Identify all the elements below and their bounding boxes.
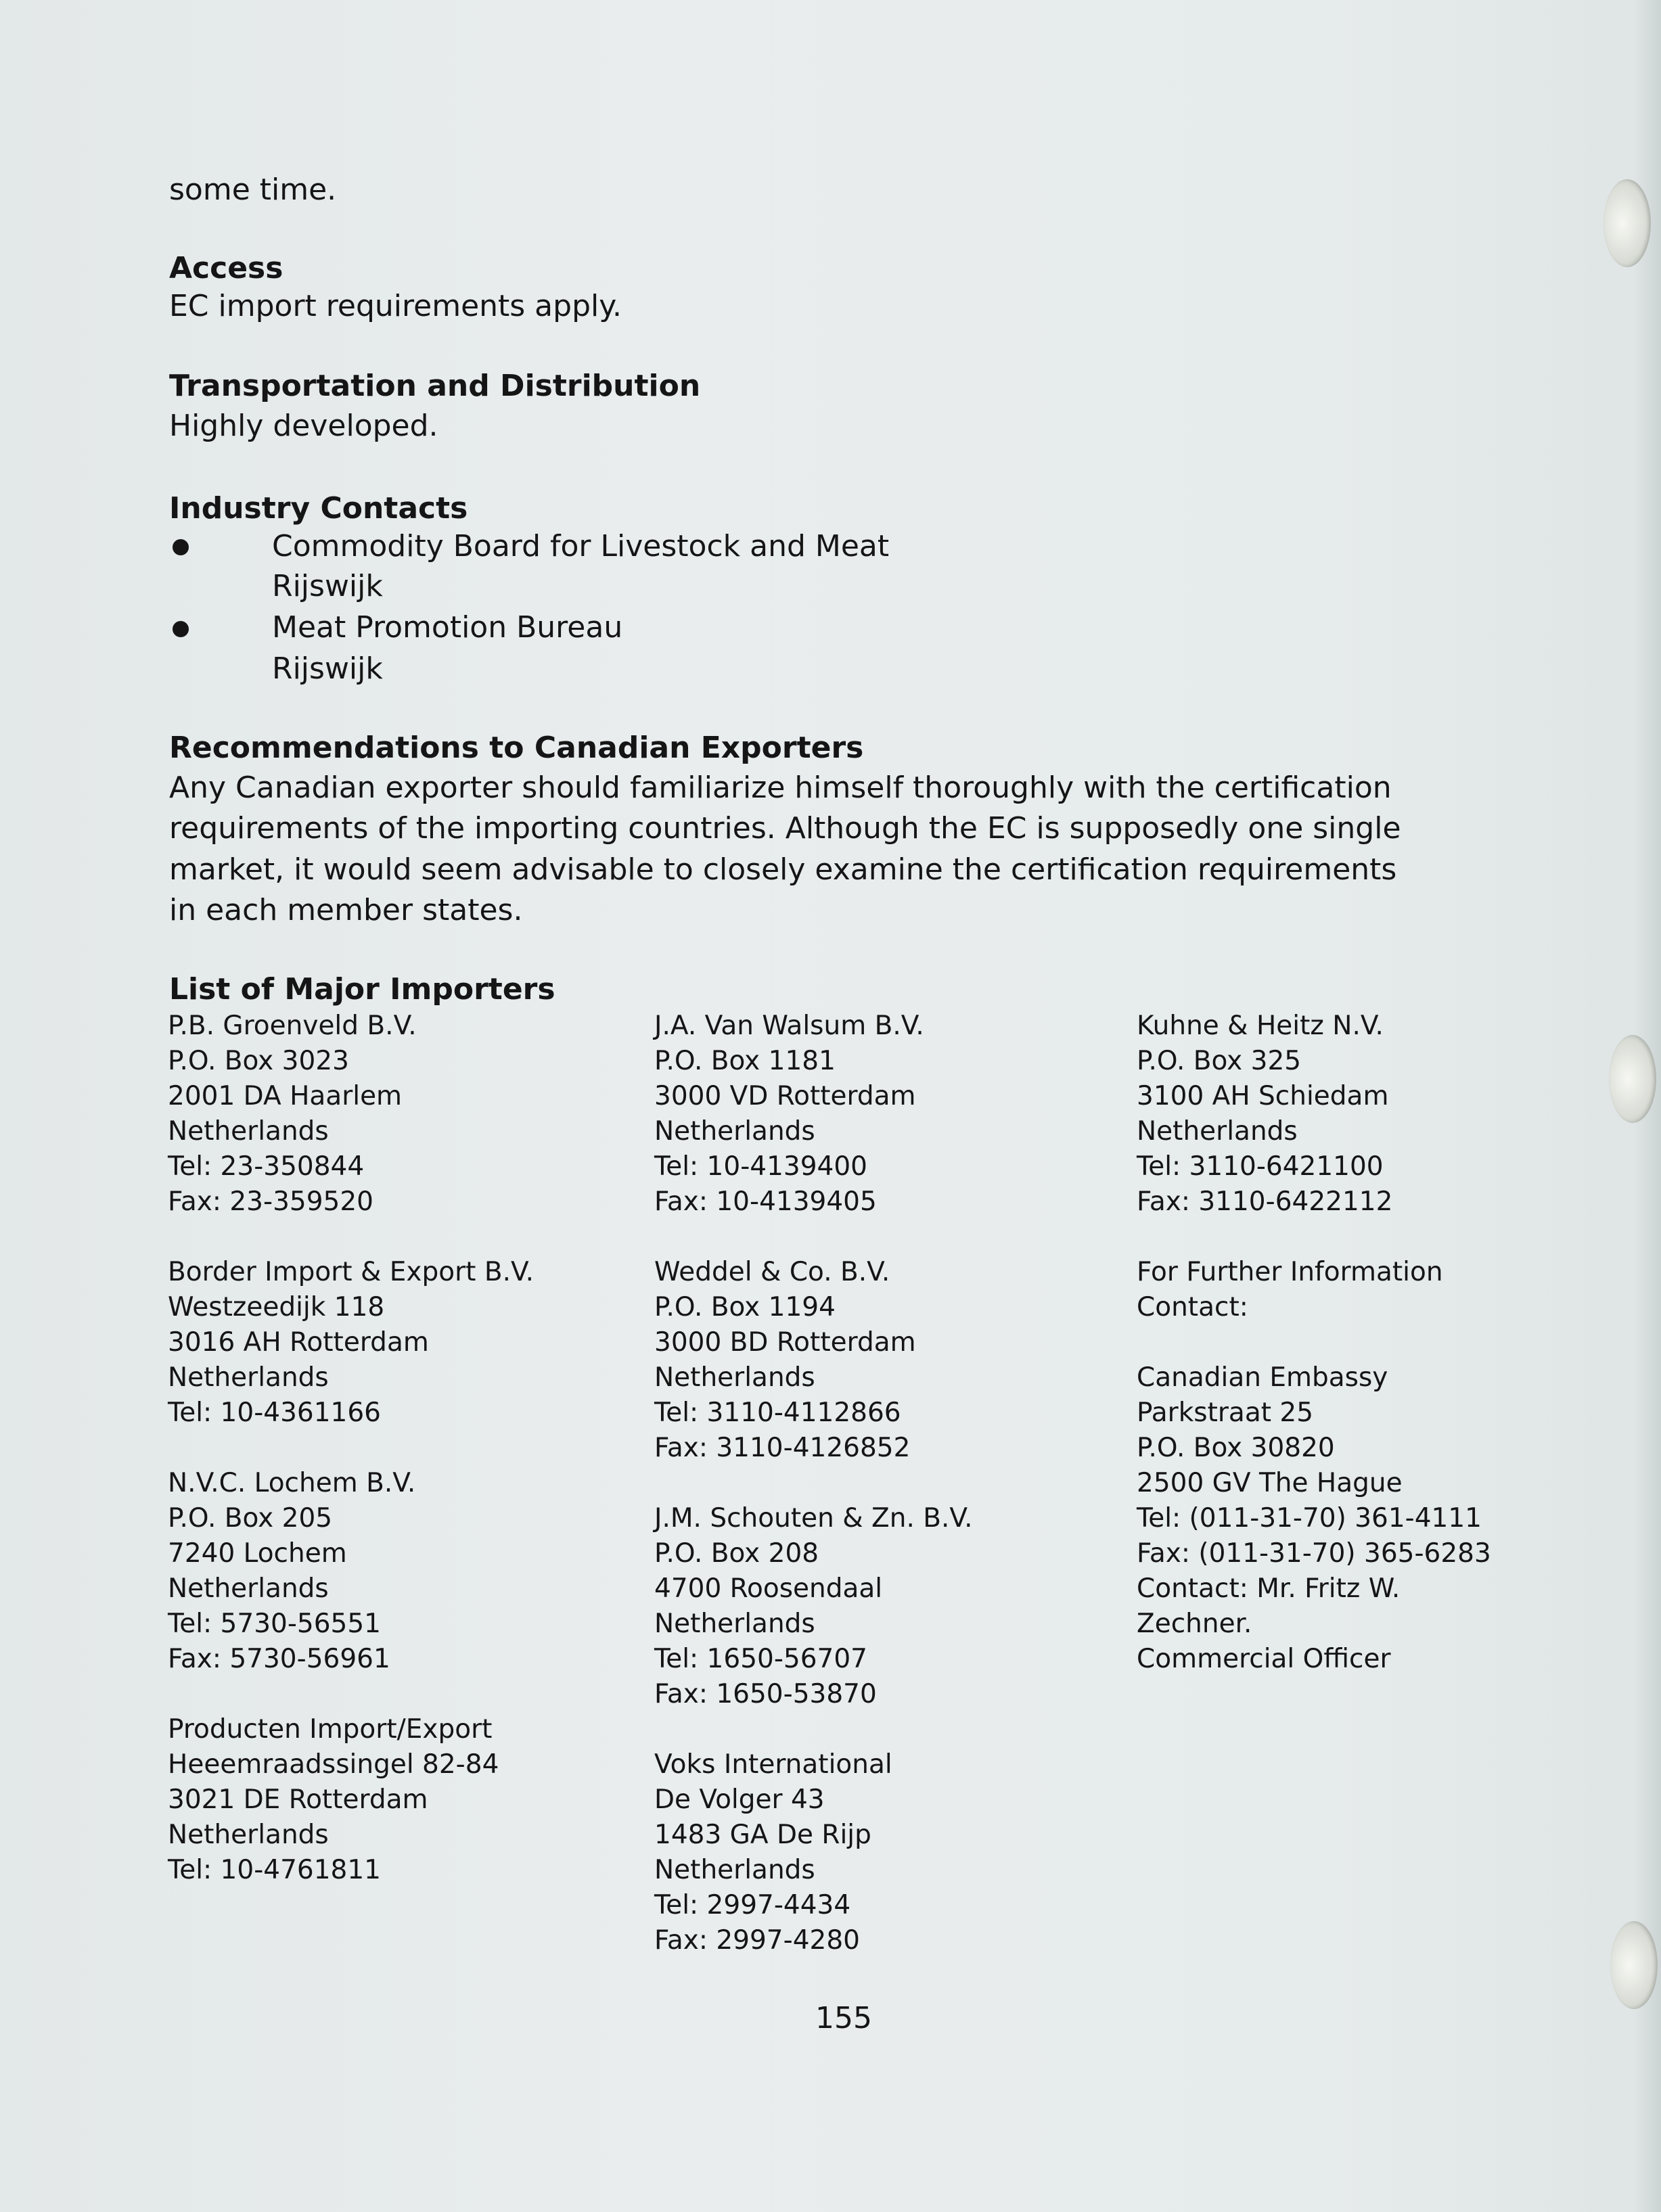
importer-entry (1137, 1009, 1610, 1220)
importer-line: Tel: 3110-6421100 (1137, 1151, 1384, 1182)
importer-line: 7240 Lochem (168, 1538, 347, 1569)
importer-line: Tel: 1650-56707 (654, 1644, 867, 1674)
importer-line: Fax: 3110-4126852 (654, 1433, 911, 1463)
importer-entry (168, 1712, 641, 1888)
recommendations-line: in each member states. (169, 893, 523, 927)
importer-line: J.A. Van Walsum B.V. (654, 1011, 924, 1041)
importer-line: 3000 BD Rotterdam (654, 1327, 916, 1358)
embassy-line: Tel: (011-31-70) 361-4111 (1137, 1503, 1482, 1534)
importer-line: Tel: 3110-4112866 (654, 1398, 901, 1428)
embassy-line: Commercial Officer (1137, 1644, 1391, 1674)
importer-line: 3016 AH Rotterdam (168, 1327, 429, 1358)
contact-name: Meat Promotion Bureau (272, 610, 623, 645)
recommendations-heading: Recommendations to Canadian Exporters (169, 731, 864, 765)
embassy-contact (1137, 1360, 1610, 1677)
importer-line: P.O. Box 205 (168, 1503, 333, 1534)
importer-line: Tel: 2997-4434 (654, 1890, 851, 1920)
importer-line: P.O. Box 325 (1137, 1046, 1302, 1076)
importer-line: 1483 GA De Rijp (654, 1820, 871, 1850)
importer-line: Netherlands (654, 1116, 815, 1147)
importer-line: Netherlands (168, 1116, 329, 1147)
importer-line: Producten Import/Export (168, 1714, 493, 1745)
importer-line: Tel: 10-4139400 (654, 1151, 867, 1182)
importers-heading: List of Major Importers (169, 972, 555, 1007)
importer-line: 2001 DA Haarlem (168, 1081, 403, 1111)
importer-line: Fax: 2997-4280 (654, 1925, 860, 1956)
importer-line: 3000 VD Rotterdam (654, 1081, 916, 1111)
contact-name: Commodity Board for Livestock and Meat (272, 529, 890, 563)
importer-line: N.V.C. Lochem B.V. (168, 1468, 416, 1498)
importer-line: P.B. Groenveld B.V. (168, 1011, 417, 1041)
embassy-line: Parkstraat 25 (1137, 1398, 1314, 1428)
importer-line: P.O. Box 3023 (168, 1046, 349, 1076)
importer-line: Westzeedijk 118 (168, 1292, 385, 1322)
importer-entry (654, 1009, 1128, 1220)
importers-column-1 (168, 1009, 641, 1888)
importer-line: Kuhne & Heitz N.V. (1137, 1011, 1384, 1041)
recommendations-line: market, it would seem advisable to closely examine the certification requirements (169, 852, 1397, 887)
embassy-line: Canadian Embassy (1137, 1362, 1388, 1393)
embassy-line: P.O. Box 30820 (1137, 1433, 1335, 1463)
embassy-line: 2500 GV The Hague (1137, 1468, 1403, 1498)
importer-line: Heeemraadssingel 82-84 (168, 1749, 499, 1780)
access-heading: Access (169, 251, 283, 285)
access-body: EC import requirements apply. (169, 289, 622, 323)
importer-line: Tel: 5730-56551 (168, 1609, 381, 1639)
punch-hole-bottom (1610, 1921, 1658, 2009)
importer-entry (168, 1255, 641, 1431)
importer-line: Border Import & Export B.V. (168, 1257, 534, 1287)
further-info-line: For Further Information (1137, 1257, 1443, 1287)
importer-entry (654, 1747, 1128, 1958)
importers-column-3 (1137, 1009, 1610, 1677)
importer-line: Netherlands (654, 1362, 815, 1393)
recommendations-line: requirements of the importing countries. Although the EC is supposedly one single (169, 811, 1401, 846)
contact-location: Rijswijk (272, 569, 383, 603)
bullet-icon (173, 621, 189, 637)
importer-line: Voks International (654, 1749, 892, 1780)
importer-line: Fax: 1650-53870 (654, 1679, 877, 1709)
recommendations-line: Any Canadian exporter should familiarize himself thoroughly with the certification (169, 770, 1392, 805)
importer-line: Netherlands (168, 1820, 329, 1850)
importer-entry (168, 1009, 641, 1220)
importer-line: Tel: 23-350844 (168, 1151, 365, 1182)
importers-column-2 (654, 1009, 1128, 1958)
importer-line: Netherlands (654, 1609, 815, 1639)
embassy-line: Zechner. (1137, 1609, 1252, 1639)
importer-line: Netherlands (654, 1855, 815, 1885)
importer-line: Netherlands (168, 1362, 329, 1393)
importer-line: 3100 AH Schiedam (1137, 1081, 1389, 1111)
importer-entry (168, 1466, 641, 1677)
importer-line: Fax: 23-359520 (168, 1186, 373, 1217)
importer-line: J.M. Schouten & Zn. B.V. (654, 1503, 973, 1534)
importer-line: De Volger 43 (654, 1784, 825, 1815)
transportation-body: Highly developed. (169, 409, 438, 443)
transportation-heading: Transportation and Distribution (169, 369, 701, 403)
importer-line: Weddel & Co. B.V. (654, 1257, 890, 1287)
importer-line: P.O. Box 1181 (654, 1046, 836, 1076)
further-info-label (1137, 1255, 1610, 1325)
importer-line: Fax: 10-4139405 (654, 1186, 877, 1217)
importer-line: P.O. Box 208 (654, 1538, 819, 1569)
importer-line: Tel: 10-4761811 (168, 1855, 381, 1885)
embassy-line: Contact: Mr. Fritz W. (1137, 1573, 1401, 1604)
embassy-line: Fax: (011-31-70) 365-6283 (1137, 1538, 1491, 1569)
punch-hole-top (1603, 179, 1651, 267)
importer-line: P.O. Box 1194 (654, 1292, 836, 1322)
importer-line: Fax: 3110-6422112 (1137, 1186, 1393, 1217)
punch-hole-middle (1609, 1035, 1656, 1123)
industry-contacts-heading: Industry Contacts (169, 491, 468, 526)
importer-line: Netherlands (1137, 1116, 1298, 1147)
importer-line: 3021 DE Rotterdam (168, 1784, 428, 1815)
contact-location: Rijswijk (272, 651, 383, 686)
importer-line: 4700 Roosendaal (654, 1573, 883, 1604)
intro-text: some time. (169, 172, 337, 207)
further-info-line: Contact: (1137, 1292, 1248, 1322)
page-number: 155 (815, 2001, 872, 2035)
importer-line: Netherlands (168, 1573, 329, 1604)
importer-line: Fax: 5730-56961 (168, 1644, 390, 1674)
importer-line: Tel: 10-4361166 (168, 1398, 381, 1428)
importer-entry (654, 1501, 1128, 1712)
importer-entry (654, 1255, 1128, 1466)
bullet-icon (173, 539, 189, 555)
